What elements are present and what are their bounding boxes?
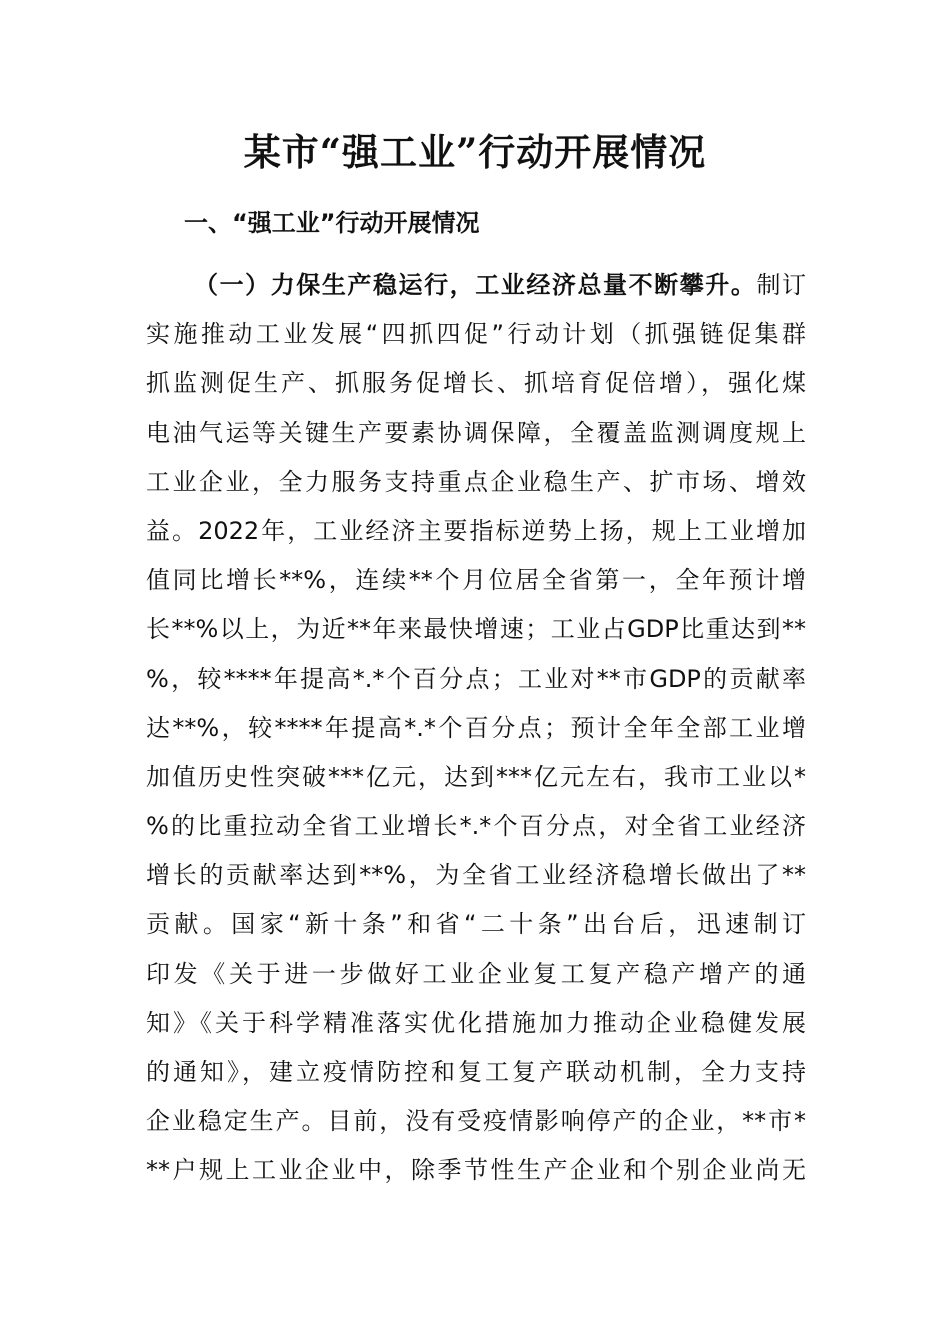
body-paragraph	[146, 261, 806, 1196]
paragraph-line: 长**%以上，为近**年来最快增速；工业占GDP比重达到**	[146, 615, 806, 644]
paragraph-line: 印发《关于进一步做好工业企业复工复产稳产增产的通	[146, 959, 806, 988]
paragraph-line: 值同比增长**%，连续**个月位居全省第一，全年预计增	[146, 566, 806, 595]
paragraph-line	[146, 261, 806, 310]
paragraph-line: 电油气运等关键生产要素协调保障，全覆盖监测调度规上	[146, 418, 806, 447]
paragraph-line: %的比重拉动全省工业增长*.*个百分点，对全省工业经济	[146, 812, 806, 841]
paragraph-line: %，较****年提高*.*个百分点；工业对**市GDP的贡献率	[146, 664, 806, 693]
paragraph-line: 的通知》，建立疫情防控和复工复产联动机制，全力支持	[146, 1058, 806, 1086]
paragraph-line: 实施推动工业发展“四抓四促”行动计划（抓强链促集群	[146, 320, 806, 349]
paragraph-line: 加值历史性突破***亿元，达到***亿元左右，我市工业以*	[146, 762, 806, 791]
paragraph-lead: （一）力保生产稳运行，工业经济总量不断攀升。	[194, 271, 757, 299]
paragraph-line: 企业稳定生产。目前，没有受疫情影响停产的企业，**市*	[146, 1107, 806, 1136]
document-title: 某市“强工业”行动开展情况	[243, 130, 707, 174]
paragraph-line: 知》《关于科学精准落实优化措施加力推动企业稳健发展	[146, 1008, 806, 1037]
section-heading: 一、“强工业”行动开展情况	[184, 209, 480, 237]
paragraph-line: 工业企业，全力服务支持重点企业稳生产、扩市场、增效	[146, 467, 806, 496]
paragraph-line: 贡献。国家“新十条”和省“二十条”出台后，迅速制订	[146, 910, 806, 939]
paragraph-line: 益。2022年，工业经济主要指标逆势上扬，规上工业增加	[146, 516, 806, 545]
paragraph-line: 达**%，较****年提高*.*个百分点；预计全年全部工业增	[146, 713, 806, 742]
paragraph-lead-rest: 制订	[756, 271, 807, 299]
paragraph-line: 抓监测促生产、抓服务促增长、抓培育促倍增），强化煤	[146, 369, 806, 398]
paragraph-line: 增长的贡献率达到**%，为全省工业经济稳增长做出了**	[146, 861, 806, 890]
paragraph-line: **户规上工业企业中，除季节性生产企业和个别企业尚无	[146, 1156, 806, 1185]
